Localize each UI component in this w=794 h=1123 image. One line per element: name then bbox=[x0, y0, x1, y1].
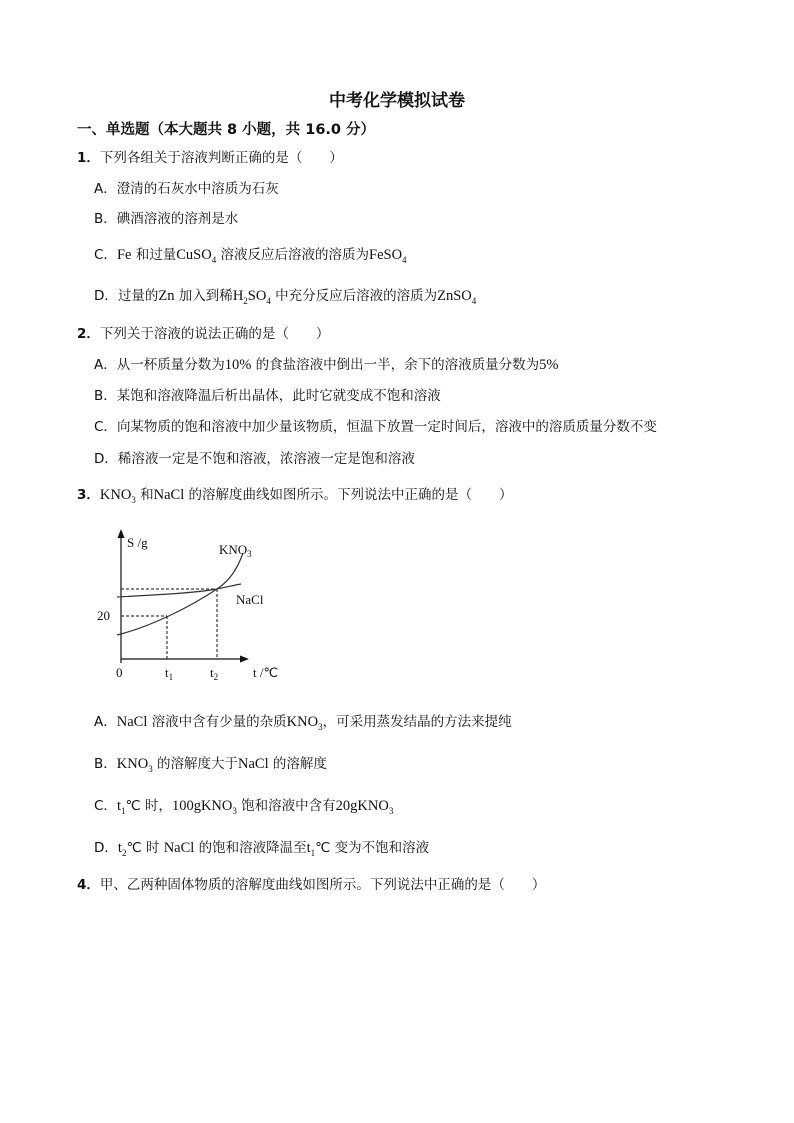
option-label: A． bbox=[94, 357, 117, 373]
option-label: C． bbox=[94, 247, 117, 263]
question-number: 2． bbox=[77, 326, 100, 342]
question-number: 3． bbox=[77, 487, 100, 503]
option-label: D． bbox=[94, 451, 118, 467]
q3-option-b bbox=[94, 752, 327, 773]
y-tick-label: 20 bbox=[97, 608, 110, 623]
option-text: 向某物质的饱和溶液中加少量该物质，恒温下放置一定时间后，溶液中的溶质质量分数不变 bbox=[116, 419, 657, 435]
formula-nacl: NaCl bbox=[237, 756, 269, 772]
page-title: 中考化学模拟试卷 bbox=[329, 91, 465, 111]
degree-unit: ℃ bbox=[126, 840, 142, 856]
q1-option-d bbox=[94, 284, 476, 305]
option-text: 和过量 bbox=[131, 247, 177, 263]
formula-feso4: FeSO$_4$ bbox=[369, 247, 407, 265]
x-tick-t2: $t_2$ bbox=[210, 665, 219, 682]
option-text: 从一杯质量分数为 bbox=[116, 357, 225, 373]
option-label: C． bbox=[94, 419, 117, 435]
question-2 bbox=[77, 322, 329, 342]
option-label: B． bbox=[94, 388, 117, 404]
q2-option-b bbox=[94, 384, 441, 404]
question-1 bbox=[77, 146, 343, 166]
q3-option-a bbox=[94, 710, 512, 731]
question-stem: 甲、乙两种固体物质的溶解度曲线如图所示。下列说法中正确的是（ ） bbox=[99, 877, 546, 893]
question-stem: 和 bbox=[135, 487, 154, 503]
option-text: 的饱和溶液降温至 bbox=[194, 840, 307, 856]
formula-100gkno3: 100gKNO$_3$ bbox=[171, 798, 237, 816]
option-text: 的溶解度大于 bbox=[152, 756, 238, 772]
kno3-curve bbox=[117, 553, 243, 635]
kno3-curve-label: $KNO_3$ bbox=[219, 542, 252, 559]
formula-kno3: $KNO_3$ bbox=[116, 756, 153, 774]
temperature-t1: $t_1$ bbox=[306, 840, 316, 858]
q3-option-c bbox=[94, 794, 393, 815]
formula-nacl: NaCl bbox=[163, 840, 195, 856]
option-text: 变为不饱和溶液 bbox=[330, 840, 430, 856]
option-label: D． bbox=[94, 288, 118, 304]
q2-option-c bbox=[94, 415, 657, 435]
option-text: ，可采用蒸发结晶的方法来提纯 bbox=[322, 714, 512, 730]
question-3 bbox=[77, 483, 513, 504]
temperature-t1: $t_1$ bbox=[116, 798, 126, 816]
degree-unit: ℃ bbox=[315, 840, 331, 856]
option-label: C． bbox=[94, 798, 117, 814]
degree-unit: ℃ bbox=[125, 798, 141, 814]
question-stem: 的溶解度曲线如图所示。下列说法中正确的是（ ） bbox=[184, 487, 513, 503]
q2-option-d bbox=[94, 447, 415, 467]
option-text: 加入到稀 bbox=[174, 288, 233, 304]
formula-fe: Fe bbox=[116, 247, 132, 263]
formula-nacl: NaCl bbox=[153, 487, 185, 503]
formula-znso4: ZnSO$_4$ bbox=[437, 288, 477, 306]
option-text: 饱和溶液中含有 bbox=[236, 798, 336, 814]
x-tick-t1: $t_1$ bbox=[165, 665, 174, 682]
question-number: 4． bbox=[77, 877, 100, 893]
option-label: A． bbox=[94, 714, 117, 730]
option-text: 溶液中含有少量的杂质 bbox=[147, 714, 287, 730]
option-text: 过量的 bbox=[117, 288, 159, 304]
formula-kno3: $KNO_3$ bbox=[286, 714, 323, 732]
formula-h2so4: $H_2SO_4$ bbox=[232, 288, 271, 306]
y-axis-arrow-icon bbox=[118, 529, 125, 538]
percent-value: 5% bbox=[539, 357, 559, 373]
question-number: 1． bbox=[77, 150, 100, 166]
option-text: 时， bbox=[140, 798, 172, 814]
nacl-curve bbox=[117, 584, 241, 597]
y-axis-label: S /g bbox=[127, 535, 148, 550]
formula-cuso4: CuSO$_4$ bbox=[176, 247, 217, 265]
question-stem: 下列各组关于溶液判断正确的是（ ） bbox=[99, 150, 343, 166]
option-text: 的溶解度 bbox=[268, 756, 327, 772]
q2-option-a bbox=[94, 353, 558, 374]
formula-zn: Zn bbox=[158, 288, 175, 304]
q1-option-c bbox=[94, 243, 407, 264]
percent-value: 10% bbox=[224, 357, 252, 373]
formula-20gkno3: 20gKNO$_3$ bbox=[335, 798, 394, 816]
q1-option-b bbox=[94, 207, 238, 227]
option-text: 某饱和溶液降温后析出晶体，此时它就变成不饱和溶液 bbox=[116, 388, 441, 404]
q1-option-a bbox=[94, 177, 279, 197]
option-text: 澄清的石灰水中溶质为石灰 bbox=[116, 181, 279, 197]
solubility-curve-figure bbox=[95, 525, 285, 685]
option-label: D． bbox=[94, 840, 118, 856]
option-text: 碘酒溶液的溶剂是水 bbox=[116, 211, 239, 227]
temperature-t2: $t_2$ bbox=[117, 840, 127, 858]
x-axis-label: t /℃ bbox=[253, 665, 279, 680]
formula-kno3: $KNO_3$ bbox=[99, 487, 136, 505]
option-label: A． bbox=[94, 181, 117, 197]
option-label: B． bbox=[94, 756, 117, 772]
option-text: 中充分反应后溶液的溶质为 bbox=[270, 288, 438, 304]
section-heading: 一、单选题（本大题共 8 小题，共 16.0 分） bbox=[77, 122, 376, 138]
question-4 bbox=[77, 873, 545, 893]
option-text: 的食盐溶液中倒出一半，余下的溶液质量分数为 bbox=[251, 357, 540, 373]
question-stem: 下列关于溶液的说法正确的是（ ） bbox=[99, 326, 330, 342]
q3-option-d bbox=[94, 836, 429, 857]
option-text: 稀溶液一定是不饱和溶液，浓溶液一定是饱和溶液 bbox=[117, 451, 415, 467]
nacl-curve-label: NaCl bbox=[236, 592, 264, 607]
option-text: 溶液反应后溶液的溶质为 bbox=[216, 247, 369, 263]
formula-nacl: NaCl bbox=[116, 714, 148, 730]
option-text: 时 bbox=[141, 840, 164, 856]
option-label: B． bbox=[94, 211, 117, 227]
x-axis-arrow-icon bbox=[240, 656, 249, 663]
origin-label: 0 bbox=[116, 665, 123, 680]
